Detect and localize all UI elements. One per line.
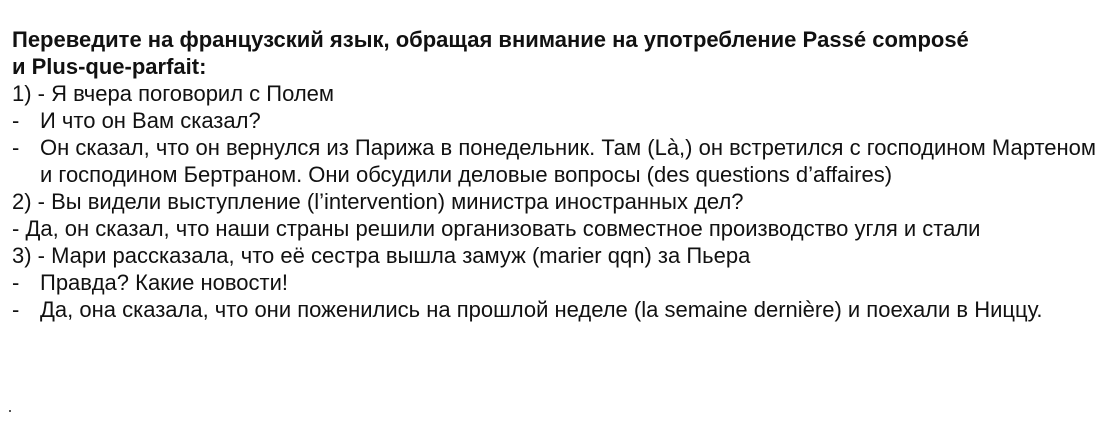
dialogue-3-reply-1-text: Правда? Какие новости! [40, 270, 288, 295]
dialogue-1-question: 1) - Я вчера поговорил с Полем [12, 81, 335, 106]
dash-marker: - [12, 108, 20, 133]
dialogue-1-reply-1 [12, 107, 1112, 134]
dialogue-1-reply-1-text: И что он Вам сказал? [40, 108, 261, 133]
dialogue-3-statement: 3) - Мари рассказала, что её сестра вышла замуж (marier qqn) за Пьера [12, 243, 751, 268]
exercise-title-line-1: Переведите на французский язык, обращая внимание на употребление Passé composé [12, 27, 969, 52]
dash-marker: - [12, 135, 20, 160]
exercise-title-line-2: и Plus-que-parfait: [12, 54, 207, 79]
dialogue-1-reply-2-text: Он сказал, что он вернулся из Парижа в понедельник. Там (Là,) он встретился с господином Мартеном и господином Бертраном. Они обсудили деловые вопросы (des questions d’affaires) [40, 135, 1097, 187]
dialogue-2-question: 2) - Вы видели выступление (l’intervention) министра иностранных дел? [12, 189, 744, 214]
exercise-document [12, 26, 1112, 323]
dialogue-3-reply-2 [12, 296, 1112, 323]
dash-marker: - [12, 297, 20, 322]
dash-marker: - [12, 270, 20, 295]
dialogue-2-reply: - Да, он сказал, что наши страны решили организовать совместное производство угля и стали [12, 216, 981, 241]
exercise-title [12, 26, 1112, 80]
dialogue-3-reply-2-text: Да, она сказала, что они поженились на прошлой неделе (la semaine dernière) и поехали в Ниццу. [40, 297, 1043, 322]
stray-dot-mark [9, 410, 11, 412]
dialogue-3-reply-1 [12, 269, 1112, 296]
dialogue-1-reply-2 [12, 134, 1112, 188]
